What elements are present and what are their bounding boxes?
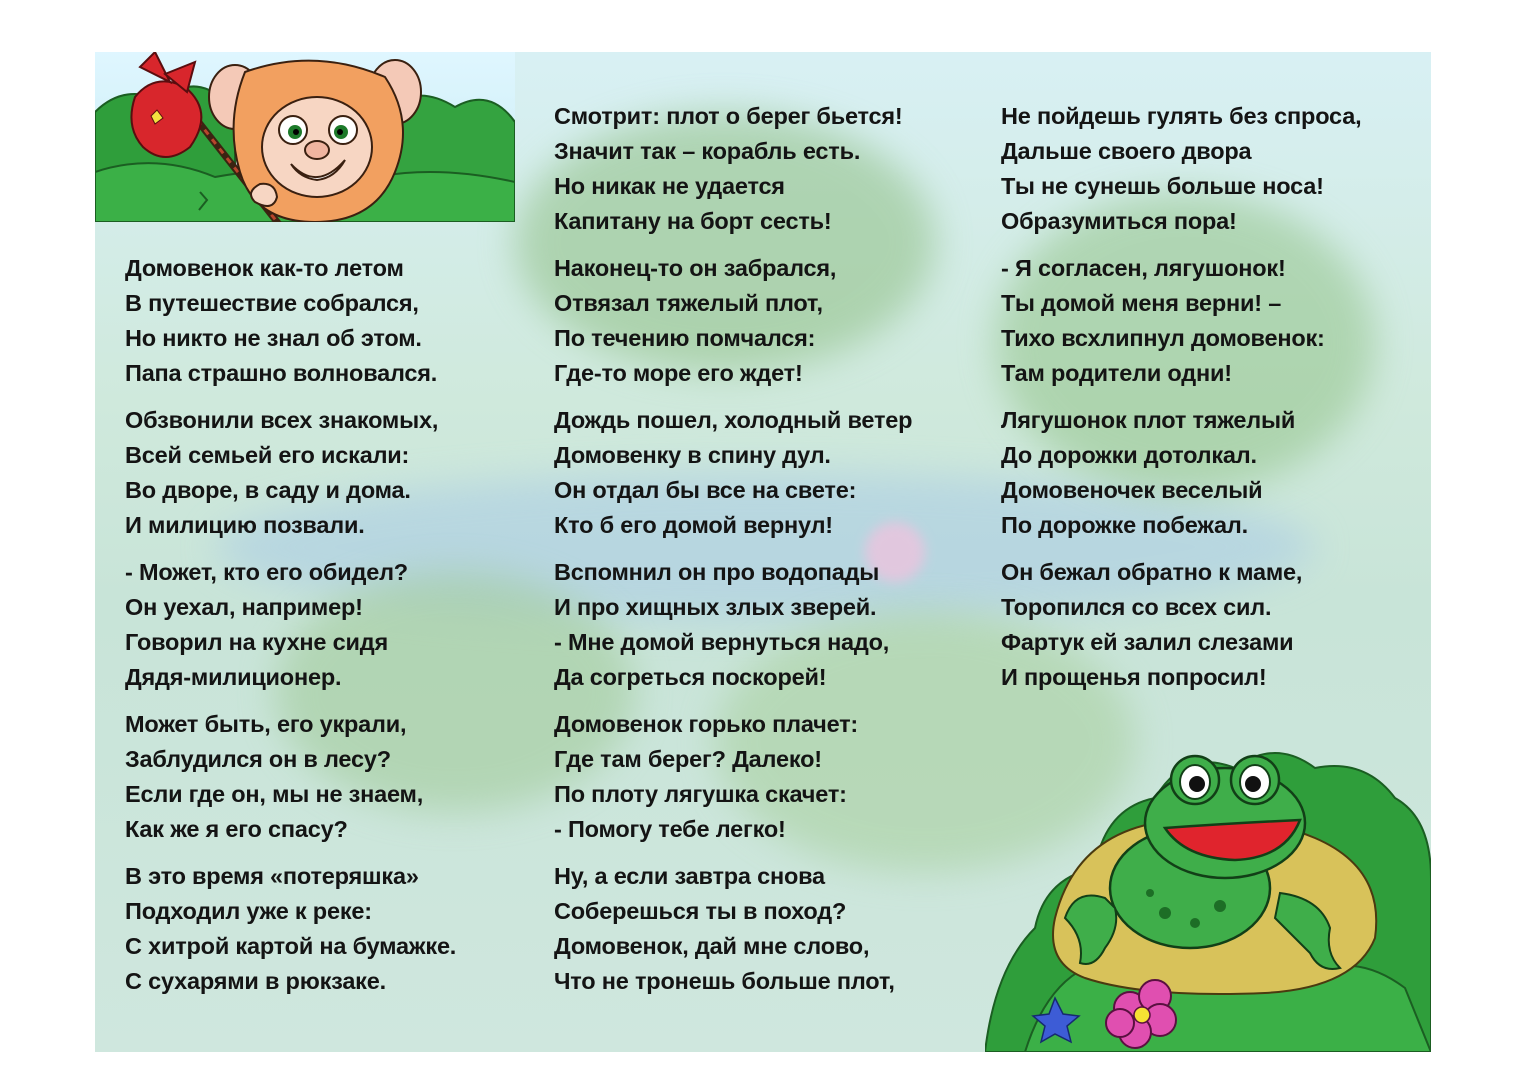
poem-line: Но никак не удается: [554, 173, 785, 199]
poem-line: По течению помчался:: [554, 325, 816, 351]
poem-line: Торопился со всех сил.: [1001, 594, 1272, 620]
poem-line: Лягушонок плот тяжелый: [1001, 407, 1296, 433]
poem-line: Дядя-милиционер.: [125, 664, 342, 690]
stanza: [125, 555, 456, 695]
poem-line: - Мне домой вернуться надо,: [554, 629, 890, 655]
poem-line: Фартук ей залил слезами: [1001, 629, 1294, 655]
poem-line: Наконец-то он забрался,: [554, 255, 837, 281]
frog-illustration: [985, 728, 1431, 1052]
poem-line: Подходил уже к реке:: [125, 898, 372, 924]
stanza: [554, 555, 912, 695]
poem-line: Отвязал тяжелый плот,: [554, 290, 823, 316]
poem-line: Как же я его спасу?: [125, 816, 348, 842]
poem-poster: [95, 52, 1431, 1052]
poem-line: Говорил на кухне сидя: [125, 629, 388, 655]
poem-line: Тихо всхлипнул домовенок:: [1001, 325, 1325, 351]
poem-line: - Может, кто его обидел?: [125, 559, 408, 585]
poem-line: Может быть, его украли,: [125, 711, 407, 737]
poem-line: Он уехал, например!: [125, 594, 363, 620]
stanza: [125, 403, 456, 543]
poem-line: Что не тронешь больше плот,: [554, 968, 895, 994]
poem-line: С сухарями в рюкзаке.: [125, 968, 386, 994]
stanza: [1001, 403, 1361, 543]
poem-line: Ну, а если завтра снова: [554, 863, 825, 889]
poem-line: Домовеночек веселый: [1001, 477, 1263, 503]
poem-line: Он отдал бы все на свете:: [554, 477, 857, 503]
poem-line: И милицию позвали.: [125, 512, 365, 538]
stanza: [125, 707, 456, 847]
stanza: [1001, 555, 1361, 695]
poem-line: С хитрой картой на бумажке.: [125, 933, 457, 959]
poem-line: В путешествие собрался,: [125, 290, 419, 316]
poem-line: Соберешься ты в поход?: [554, 898, 847, 924]
poem-line: Кто б его домой вернул!: [554, 512, 833, 538]
poem-line: По дорожке побежал.: [1001, 512, 1248, 538]
poem-line: Где там берег? Далеко!: [554, 746, 822, 772]
stanza: [554, 859, 912, 999]
poem-line: Смотрит: плот о берег бьется!: [554, 103, 903, 129]
poem-column-1: [125, 251, 456, 1011]
poem-line: Где-то море его ждет!: [554, 360, 803, 386]
poem-column-3: [1001, 99, 1361, 707]
poem-column-2: [554, 99, 912, 1011]
poem-line: - Помогу тебе легко!: [554, 816, 786, 842]
poem-line: Ты не сунешь больше носа!: [1001, 173, 1324, 199]
poem-line: Да согреться поскорей!: [554, 664, 827, 690]
stanza: [554, 99, 912, 239]
stanza: [1001, 99, 1361, 239]
poem-line: - Я согласен, лягушонок!: [1001, 255, 1286, 281]
poem-line: Но никто не знал об этом.: [125, 325, 422, 351]
poem-line: Он бежал обратно к маме,: [1001, 559, 1303, 585]
domovenok-illustration: [95, 52, 515, 222]
stanza: [125, 859, 456, 999]
poem-line: Заблудился он в лесу?: [125, 746, 391, 772]
poem-line: В это время «потеряшка»: [125, 863, 419, 889]
poem-line: Обзвонили всех знакомых,: [125, 407, 439, 433]
poem-line: Папа страшно волновался.: [125, 360, 438, 386]
poem-line: Домовенку в спину дул.: [554, 442, 831, 468]
stanza: [554, 707, 912, 847]
poem-line: Во дворе, в саду и дома.: [125, 477, 411, 503]
poem-line: Дальше своего двора: [1001, 138, 1252, 164]
poem-line: Домовенок как-то летом: [125, 255, 404, 281]
poem-line: Капитану на борт сесть!: [554, 208, 832, 234]
poem-line: Домовенок, дай мне слово,: [554, 933, 870, 959]
poem-line: Образумиться пора!: [1001, 208, 1237, 234]
poem-line: Не пойдешь гулять без спроса,: [1001, 103, 1362, 129]
poem-line: Вспомнил он про водопады: [554, 559, 880, 585]
poem-line: Домовенок горько плачет:: [554, 711, 859, 737]
stanza: [125, 251, 456, 391]
poem-line: По плоту лягушка скачет:: [554, 781, 847, 807]
poem-line: Дождь пошел, холодный ветер: [554, 407, 913, 433]
poem-line: И про хищных злых зверей.: [554, 594, 877, 620]
poem-line: Ты домой меня верни! –: [1001, 290, 1282, 316]
stanza: [1001, 251, 1361, 391]
poem-line: Значит так – корабль есть.: [554, 138, 861, 164]
poem-line: И прощенья попросил!: [1001, 664, 1267, 690]
stanza: [554, 251, 912, 391]
poem-line: Всей семьей его искали:: [125, 442, 410, 468]
poem-line: Там родители одни!: [1001, 360, 1232, 386]
poem-line: До дорожки дотолкал.: [1001, 442, 1257, 468]
stanza: [554, 403, 912, 543]
poem-line: Если где он, мы не знаем,: [125, 781, 424, 807]
